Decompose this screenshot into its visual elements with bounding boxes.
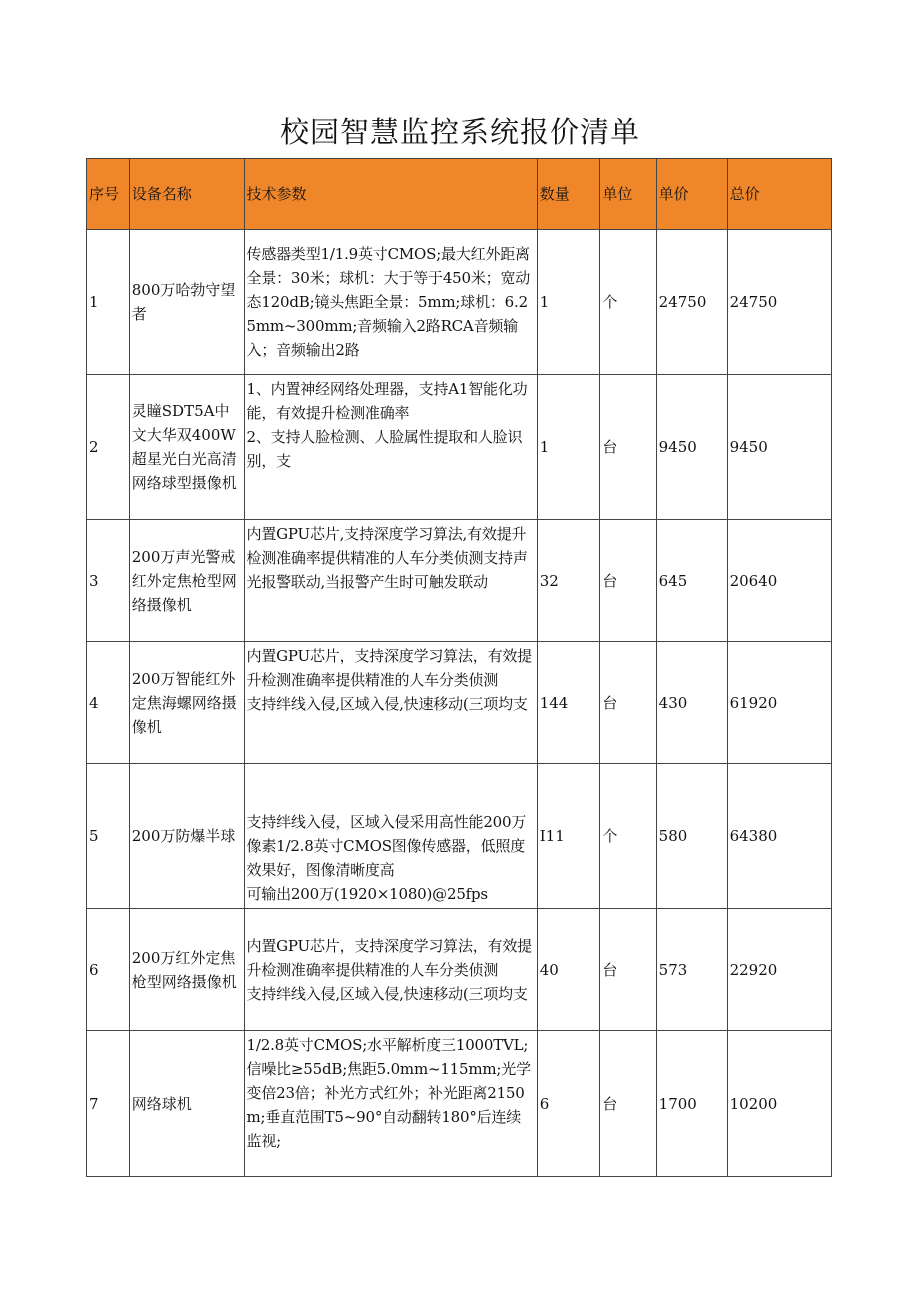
cell-seq: 1 xyxy=(87,230,130,375)
header-seq: 序号 xyxy=(87,159,130,230)
cell-qty: 6 xyxy=(537,1031,600,1177)
header-spec: 技术参数 xyxy=(244,159,537,230)
cell-total: 20640 xyxy=(727,520,831,642)
cell-price: 580 xyxy=(656,764,727,909)
table-row xyxy=(87,1031,832,1177)
cell-qty: 144 xyxy=(537,642,600,764)
cell-spec: 支持绊线入侵，区域入侵采用高性能200万像素1/2.8英寸CMOS图像传感器，低照度效果好，图像清晰度高 可输出200万(1920×1080)@25fps xyxy=(244,764,537,909)
cell-total: 22920 xyxy=(727,909,831,1031)
cell-price: 9450 xyxy=(656,375,727,520)
cell-seq: 6 xyxy=(87,909,130,1031)
table-header-row xyxy=(87,159,832,230)
cell-seq: 3 xyxy=(87,520,130,642)
header-name: 设备名称 xyxy=(129,159,244,230)
cell-qty: I11 xyxy=(537,764,600,909)
table-row xyxy=(87,642,832,764)
cell-seq: 7 xyxy=(87,1031,130,1177)
cell-total: 61920 xyxy=(727,642,831,764)
cell-price: 24750 xyxy=(656,230,727,375)
cell-total: 64380 xyxy=(727,764,831,909)
quote-table xyxy=(86,158,832,1177)
cell-unit: 台 xyxy=(600,375,656,520)
cell-name: 200万智能红外定焦海螺网络摄像机 xyxy=(129,642,244,764)
cell-total: 9450 xyxy=(727,375,831,520)
cell-spec: 内置GPU芯片，支持深度学习算法，有效提升检测准确率提供精准的人车分类侦测 支持绊线入侵,区域入侵,快速移动(三项均支 xyxy=(244,909,537,1031)
cell-qty: 1 xyxy=(537,230,600,375)
cell-price: 430 xyxy=(656,642,727,764)
cell-spec: 内置GPU芯片，支持深度学习算法，有效提升检测准确率提供精准的人车分类侦测 支持绊线入侵,区域入侵,快速移动(三项均支 xyxy=(244,642,537,764)
cell-name: 200万防爆半球 xyxy=(129,764,244,909)
cell-qty: 1 xyxy=(537,375,600,520)
cell-unit: 台 xyxy=(600,909,656,1031)
table-row xyxy=(87,764,832,909)
cell-name: 800万哈勃守望者 xyxy=(129,230,244,375)
cell-price: 573 xyxy=(656,909,727,1031)
cell-spec: 1/2.8英寸CMOS;水平解析度三1000TVL;信噪比≥55dB;焦距5.0mm~115mm;光学变倍23倍；补光方式红外；补光距离2150m;垂直范围T5~90°自动翻转180°后连续监视; xyxy=(244,1031,537,1177)
cell-unit: 台 xyxy=(600,1031,656,1177)
cell-seq: 2 xyxy=(87,375,130,520)
page-title: 校园智慧监控系统报价清单 xyxy=(279,115,640,149)
cell-unit: 台 xyxy=(600,520,656,642)
cell-seq: 4 xyxy=(87,642,130,764)
header-total: 总价 xyxy=(727,159,831,230)
cell-unit: 台 xyxy=(600,642,656,764)
cell-unit: 个 xyxy=(600,230,656,375)
cell-spec: 内置GPU芯片,支持深度学习算法,有效提升检测准确率提供精准的人车分类侦测支持声光报警联动,当报警产生时可触发联动 xyxy=(244,520,537,642)
cell-spec: 1、内置神经网络处理器，支持A1智能化功能，有效提升检测准确率 2、支持人脸检测、人脸属性提取和人脸识别，支 xyxy=(244,375,537,520)
table-row xyxy=(87,520,832,642)
table-row xyxy=(87,909,832,1031)
table-row xyxy=(87,230,832,375)
header-qty: 数量 xyxy=(537,159,600,230)
cell-price: 1700 xyxy=(656,1031,727,1177)
cell-total: 24750 xyxy=(727,230,831,375)
cell-qty: 32 xyxy=(537,520,600,642)
cell-name: 灵瞳SDT5A中文大华双400W超星光白光高清网络球型摄像机 xyxy=(129,375,244,520)
table-row xyxy=(87,375,832,520)
header-unit: 单位 xyxy=(600,159,656,230)
cell-qty: 40 xyxy=(537,909,600,1031)
cell-name: 200万红外定焦枪型网络摄像机 xyxy=(129,909,244,1031)
cell-price: 645 xyxy=(656,520,727,642)
cell-seq: 5 xyxy=(87,764,130,909)
cell-name: 网络球机 xyxy=(129,1031,244,1177)
cell-spec: 传感器类型1/1.9英寸CMOS;最大红外距离全景：30米；球机：大于等于450米；宽动态120dB;镜头焦距全景：5mm;球机：6.25mm~300mm;音频输入2路RCA音频输入；音频输出2路 xyxy=(244,230,537,375)
cell-total: 10200 xyxy=(727,1031,831,1177)
cell-unit: 个 xyxy=(600,764,656,909)
cell-name: 200万声光警戒红外定焦枪型网络摄像机 xyxy=(129,520,244,642)
header-price: 单价 xyxy=(656,159,727,230)
